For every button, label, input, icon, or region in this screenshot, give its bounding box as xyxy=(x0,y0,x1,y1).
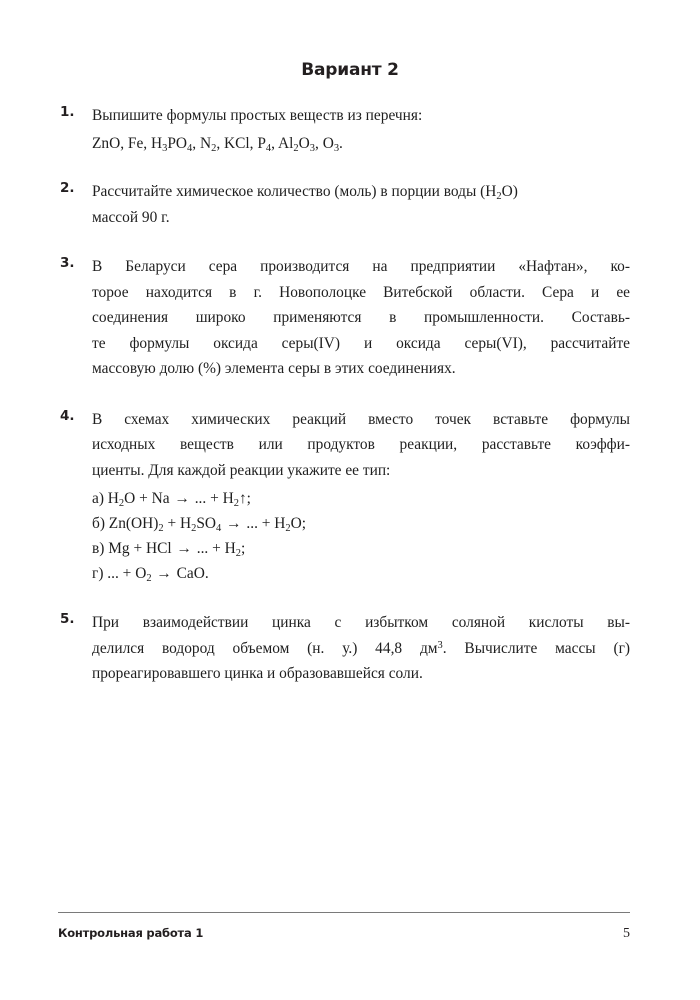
reaction-arrow-icon: → xyxy=(156,565,172,582)
equation-g: г) ... + $O_2$ → CaO. xyxy=(92,565,209,584)
task-number: 3. xyxy=(60,255,75,271)
task-line: В схемах химических реакций вместо точек вставьте формулы xyxy=(92,410,630,428)
task-text xyxy=(92,179,630,230)
task-line: При взаимодействии цинка с избытком соляной кислоты вы- xyxy=(92,614,630,631)
task-line: циенты. Для каждой реакции укажите ее тип: xyxy=(92,461,391,479)
task-number: 4. xyxy=(60,407,75,424)
task-item-4 xyxy=(60,407,630,587)
task-line: массовую долю (%) элемента серы в этих соединениях. xyxy=(92,360,456,377)
equation-v: в) Mg + HCl → ... + $H_2$; xyxy=(92,540,246,559)
reaction-arrow-icon: → xyxy=(174,490,190,507)
task-item-3 xyxy=(60,254,630,382)
task-line: соединения широко применяются в промышленности. Составь- xyxy=(92,309,630,326)
footer-divider xyxy=(58,912,630,913)
task-line: Рассчитайте химическое количество (моль) в порции воды $(H_2O)$ xyxy=(92,183,518,202)
task-line: те формулы оксида серы(IV) и оксида серы(VI), рассчитайте xyxy=(92,334,630,352)
task-number: 2. xyxy=(60,180,75,196)
footer-section-label: Контрольная работа 1 xyxy=(58,926,204,940)
page-title: Вариант 2 xyxy=(301,60,399,80)
equation-b: б) $Zn(OH)_2 + H_2SO_4$ → ... + $H_2O$; xyxy=(92,515,307,534)
task-text xyxy=(92,254,630,382)
reaction-arrow-icon: → xyxy=(176,540,192,557)
equation-list xyxy=(92,486,630,586)
chemical-formula-list: ZnO, Fe, $H_3PO_4$, $N_2$, KCl, $P_4$, $Al_2O_3$, $O_3$. xyxy=(92,134,343,154)
task-number: 5. xyxy=(60,611,75,627)
task-line: В Беларуси сера производится на предприятии «Нафтан», ко- xyxy=(92,258,630,275)
equation-a: а) $H_2O + Na$ → ... + $H_2↑$; xyxy=(92,490,251,509)
task-list xyxy=(60,103,630,708)
task-line: исходных веществ или продуктов реакции, расставьте коэффи- xyxy=(92,436,630,453)
task-text xyxy=(92,407,630,587)
task-item-5 xyxy=(60,610,630,687)
reaction-arrow-icon: → xyxy=(226,515,242,532)
task-line: массой 90 г. xyxy=(92,208,170,226)
task-text xyxy=(92,610,630,687)
task-line: делился водород объемом (н. у.) 44,8 $дм^3$. Вычислите массы (г) xyxy=(92,639,631,657)
task-item-2 xyxy=(60,179,630,230)
task-line: торое находится в г. Новополоцке Витебской области. Сера и ее xyxy=(92,283,630,301)
task-text xyxy=(92,103,630,156)
task-line: Выпишите формулы простых веществ из перечня: xyxy=(92,107,423,124)
task-number: 1. xyxy=(60,104,75,120)
page-number: 5 xyxy=(623,926,630,941)
task-item-1 xyxy=(60,103,630,156)
task-line: прореагировавшего цинка и образовавшейся соли. xyxy=(92,665,423,682)
footer-row xyxy=(58,926,630,942)
page-footer xyxy=(58,912,630,942)
